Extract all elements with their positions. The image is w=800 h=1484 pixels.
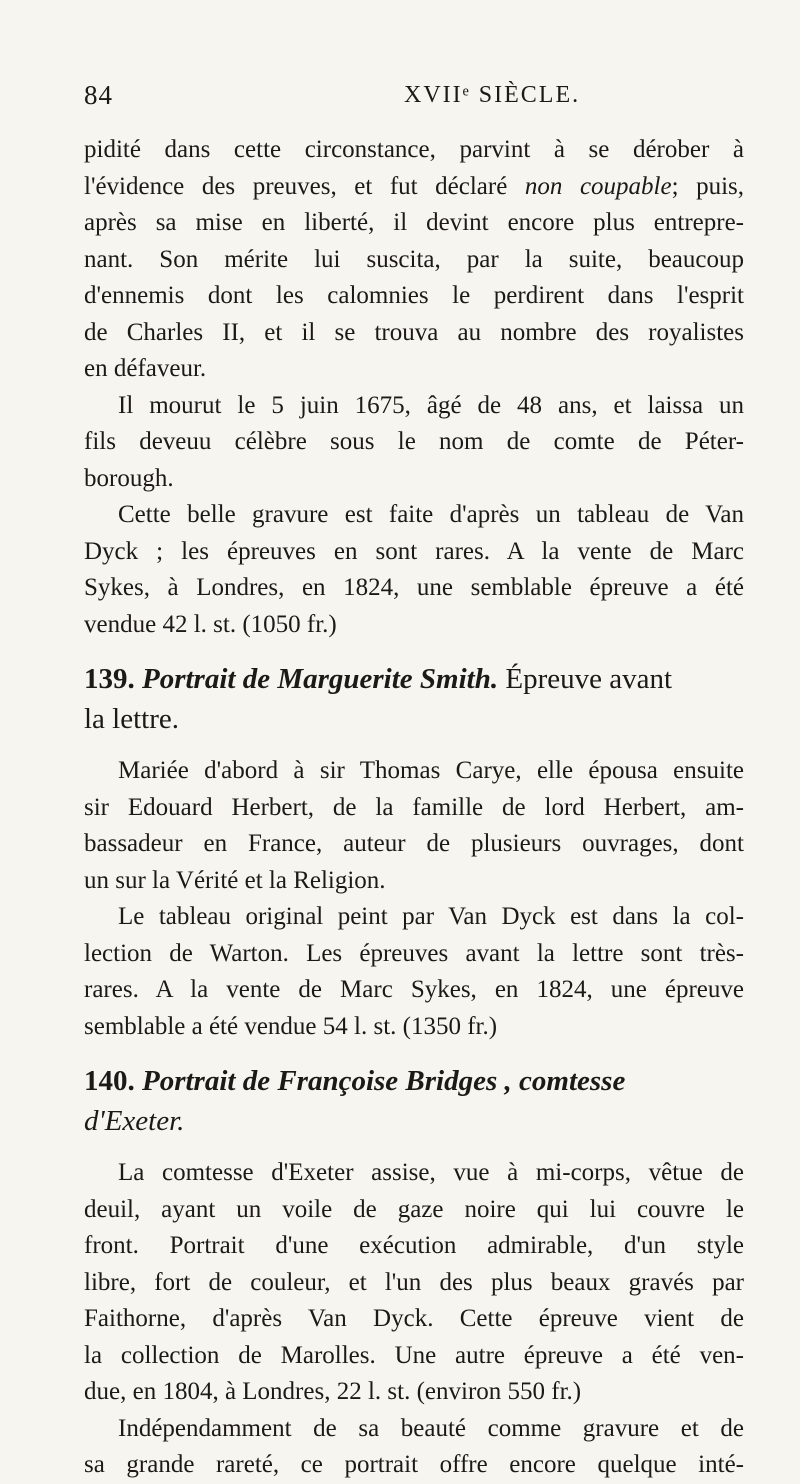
- entry-title-rest: Épreuve avant: [498, 663, 673, 695]
- italic-phrase: non coupable: [524, 172, 672, 200]
- paragraph: [84, 388, 744, 498]
- paragraph: [84, 899, 744, 1045]
- text-line: d'ennemis dont les calomnies le perdirent dans l'esprit: [84, 282, 744, 309]
- text-line: borough.: [84, 464, 174, 492]
- text-line: Mariée d'abord à sir Thomas Carye, elle épousa ensuite: [118, 757, 744, 784]
- entry-heading: [84, 1061, 744, 1101]
- entry-heading-line2: d'Exeter.: [84, 1105, 185, 1137]
- text-line: sir Edouard Herbert, de la famille de lord Herbert, am-: [84, 793, 744, 821]
- text-line: en défaveur.: [84, 355, 207, 382]
- text-line: deuil, ayant un voile de gaze noire qui lui couvre le: [84, 1195, 744, 1223]
- text-line: pidité dans cette circonstance, parvint à se dérober à: [84, 136, 744, 163]
- text-line: fils deveuu célèbre sous le nom de comte de Péter-: [84, 428, 744, 455]
- text-line: lection de Warton. Les épreuves avant la lettre sont très-: [84, 939, 744, 967]
- entry-140: [84, 1061, 744, 1484]
- text-line: Cette belle gravure est faite d'après un tableau de Van: [118, 501, 744, 528]
- text-line: rares. A la vente de Marc Sykes, en 1824, une épreuve: [84, 976, 744, 1003]
- text-line: front. Portrait d'une exécution admirable, d'un style: [84, 1232, 744, 1259]
- entry-title: Portrait de Marguerite Smith.: [142, 663, 499, 695]
- entry-heading: [84, 659, 744, 699]
- paragraph: [84, 1411, 744, 1484]
- text-line: vendue 42 l. st. (1050 fr.): [84, 610, 337, 638]
- text-line: bassadeur en France, auteur de plusieurs ouvrages, dont: [84, 830, 744, 857]
- text-line: un sur la Vérité et la Religion.: [84, 866, 386, 894]
- text-line: La comtesse d'Exeter assise, vue à mi-corps, vêtue de: [118, 1159, 744, 1186]
- text-fragment: ; puis,: [671, 172, 745, 200]
- text-line: due, en 1804, à Londres, 22 l. st. (environ 550 fr.): [84, 1378, 582, 1405]
- page-header: [84, 80, 744, 120]
- text-line: Sykes, à Londres, en 1824, une semblable épreuve a été: [84, 574, 744, 601]
- text-line: Indépendamment de sa beauté comme gravure et de: [118, 1414, 744, 1442]
- text-line: libre, fort de couleur, et l'un des plus beaux gravés par: [84, 1268, 744, 1296]
- text-line: sa grande rareté, ce portrait offre encore quelque inté-: [84, 1451, 744, 1478]
- paragraph-continuation: [84, 132, 744, 388]
- text-line: Il mourut le 5 juin 1675, âgé de 48 ans, et laissa un: [118, 391, 744, 419]
- text-line: semblable a été vendue 54 l. st. (1350 fr.): [84, 1012, 498, 1040]
- text-fragment: l'évidence des preuves, et fut déclaré: [84, 172, 525, 200]
- entry-title: Portrait de Françoise Bridges , comtesse: [142, 1065, 626, 1097]
- body-text: [84, 132, 744, 1484]
- text-line: de Charles II, et il se trouva au nombre des royalistes: [84, 318, 744, 346]
- entry-number: 140.: [84, 1065, 135, 1097]
- text-line: nant. Son mérite lui suscita, par la suite, beaucoup: [84, 245, 744, 273]
- entry-139: [84, 659, 744, 1045]
- text-line: [84, 169, 744, 206]
- text-line: Faithorne, d'après Van Dyck. Cette épreuve vient de: [84, 1305, 744, 1332]
- text-line: la collection de Marolles. Une autre épreuve a été ven-: [84, 1341, 744, 1369]
- paragraph: [84, 1155, 744, 1411]
- page-number: 84: [84, 80, 113, 110]
- text-line: après sa mise en liberté, il devint encore plus entrepre-: [84, 209, 744, 236]
- entry-heading-line2: la lettre.: [84, 703, 180, 735]
- text-line: Le tableau original peint par Van Dyck est dans la col-: [118, 903, 744, 930]
- text-line: Dyck ; les épreuves en sont rares. A la vente de Marc: [84, 537, 744, 565]
- entry-number: 139.: [84, 663, 135, 695]
- running-title: XVIIᵉ SIÈCLE.: [404, 82, 581, 108]
- paragraph: [84, 753, 744, 899]
- paragraph: [84, 497, 744, 643]
